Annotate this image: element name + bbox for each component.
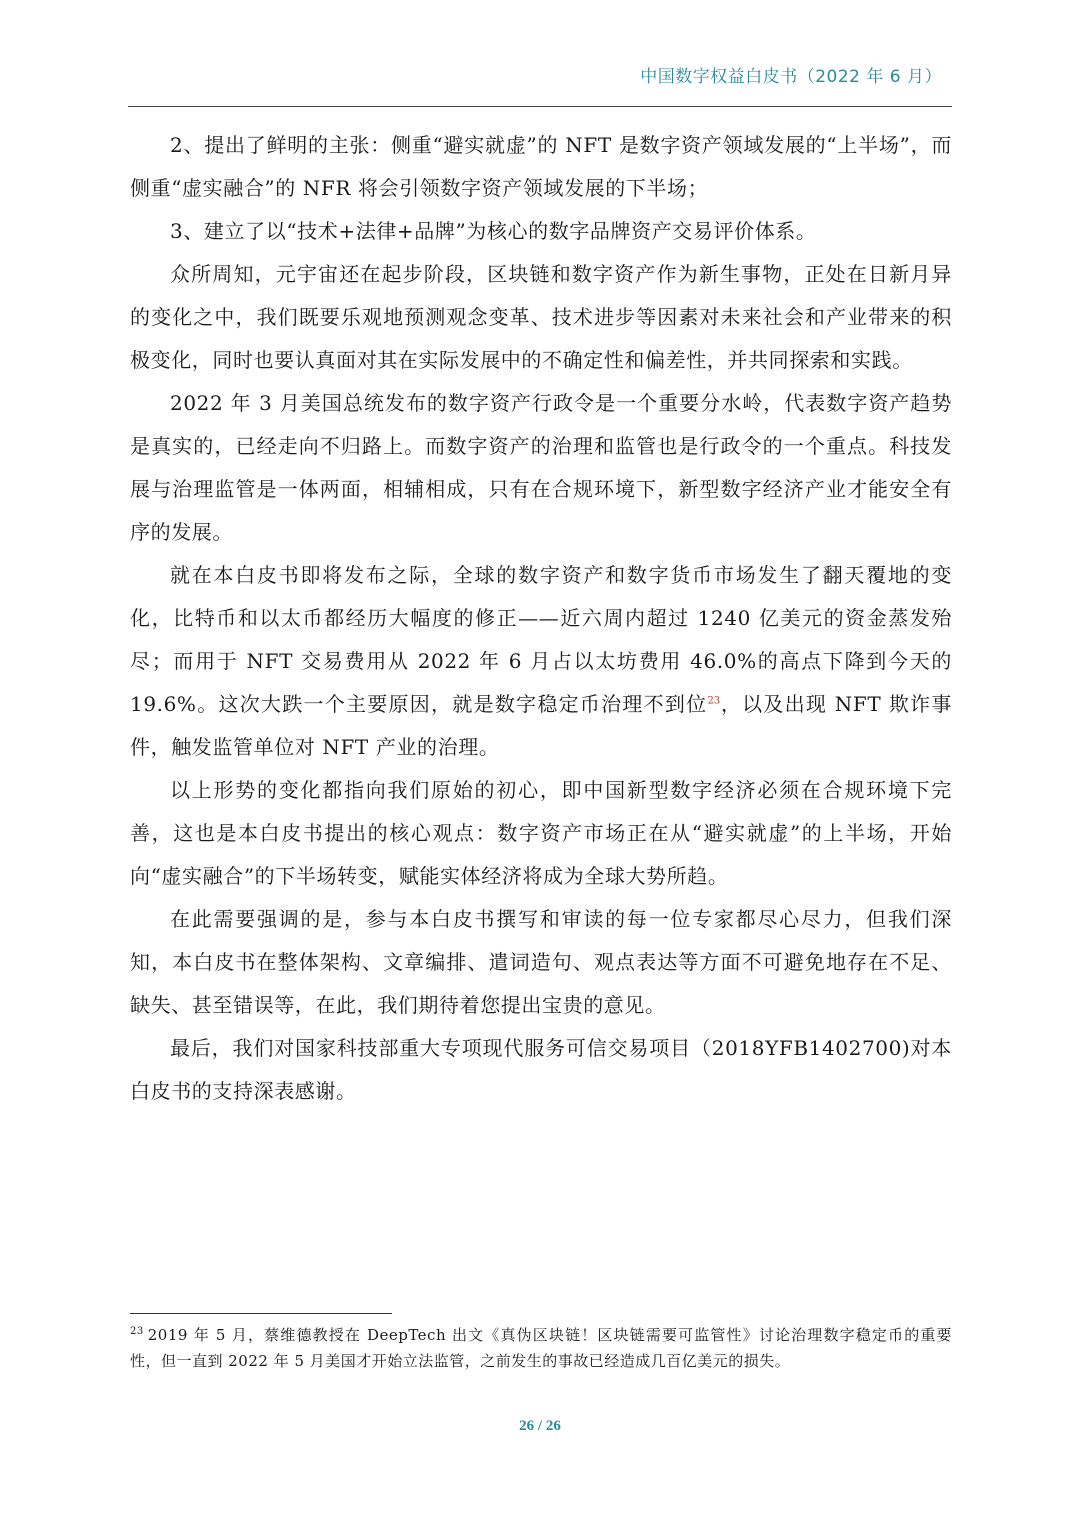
footnote-reference[interactable]: 23: [707, 695, 721, 707]
paragraph-claim-2: 2、提出了鲜明的主张：侧重“避实就虚”的 NFT 是数字资产领域发展的“上半场”，而侧重“虚实融合”的 NFR 将会引领数字资产领域发展的下半场；: [130, 133, 952, 200]
paragraph-market-change: [130, 554, 952, 769]
paragraph-executive-order: 2022 年 3 月美国总统发布的数字资产行政令是一个重要分水岭，代表数字资产趋势是真实的，已经走向不归路上。而数字资产的治理和监管也是行政令的一个重点。科技发展与治理监管是一体两面，相辅相成，只有在合规环境下，新型数字经济产业才能安全有序的发展。: [130, 391, 952, 544]
market-change-text: 就在本白皮书即将发布之际，全球的数字资产和数字货币市场发生了翻天覆地的变化，比特币和以太币都经历大幅度的修正——近六周内超过 1240 亿美元的资金蒸发殆尽；而用于 NFT 交易费用从 2022 年 6 月占以太坊费用 46.0%的高点下降到今天的 19.6%。这次大跌一个主要原因，就是数字稳定币治理不到位: [130, 563, 952, 716]
header-divider: [128, 106, 952, 107]
paragraph-acknowledge-limits: 在此需要强调的是，参与本白皮书撰写和审读的每一位专家都尽心尽力，但我们深知，本白皮书在整体架构、文章编排、遣词造句、观点表达等方面不可避免地存在不足、缺失、甚至错误等，在此，我们期待着您提出宝贵的意见。: [130, 907, 952, 1017]
market-change-text-end: ，以及出现 NFT 欺诈事件，触发监管单位对 NFT 产业的治理。: [130, 692, 953, 759]
footnote-mark: 23: [130, 1326, 144, 1337]
footnote-divider: [130, 1313, 392, 1314]
paragraph-metaverse: 众所周知，元宇宙还在起步阶段，区块链和数字资产作为新生事物，正处在日新月异的变化之中，我们既要乐观地预测观念变革、技术进步等因素对未来社会和产业带来的积极变化，同时也要认真面对其在实际发展中的不确定性和偏差性，并共同探索和实践。: [130, 262, 952, 372]
footnote: [130, 1322, 952, 1374]
paragraph-thanks: 最后，我们对国家科技部重大专项现代服务可信交易项目（2018YFB1402700)对本白皮书的支持深表感谢。: [130, 1036, 952, 1103]
paragraph-core-view: 以上形势的变化都指向我们原始的初心，即中国新型数字经济必须在合规环境下完善，这也是本白皮书提出的核心观点：数字资产市场正在从“避实就虚”的上半场，开始向“虚实融合”的下半场转变，赋能实体经济将成为全球大势所趋。: [130, 778, 952, 888]
page-number: 26 / 26: [519, 1418, 561, 1434]
paragraph-claim-3: 3、建立了以“技术+法律+品牌”为核心的数字品牌资产交易评价体系。: [170, 219, 817, 243]
body-text: [130, 124, 952, 1113]
footnote-text: 2019 年 5 月，蔡维德教授在 DeepTech 出文《真伪区块链！区块链需要可监管性》讨论治理数字稳定币的重要性，但一直到 2022 年 5 月美国才开始立法监管，之前发生的事故已经造成几百亿美元的损失。: [130, 1326, 952, 1370]
running-header: 中国数字权益白皮书（2022 年 6 月）: [640, 67, 942, 87]
